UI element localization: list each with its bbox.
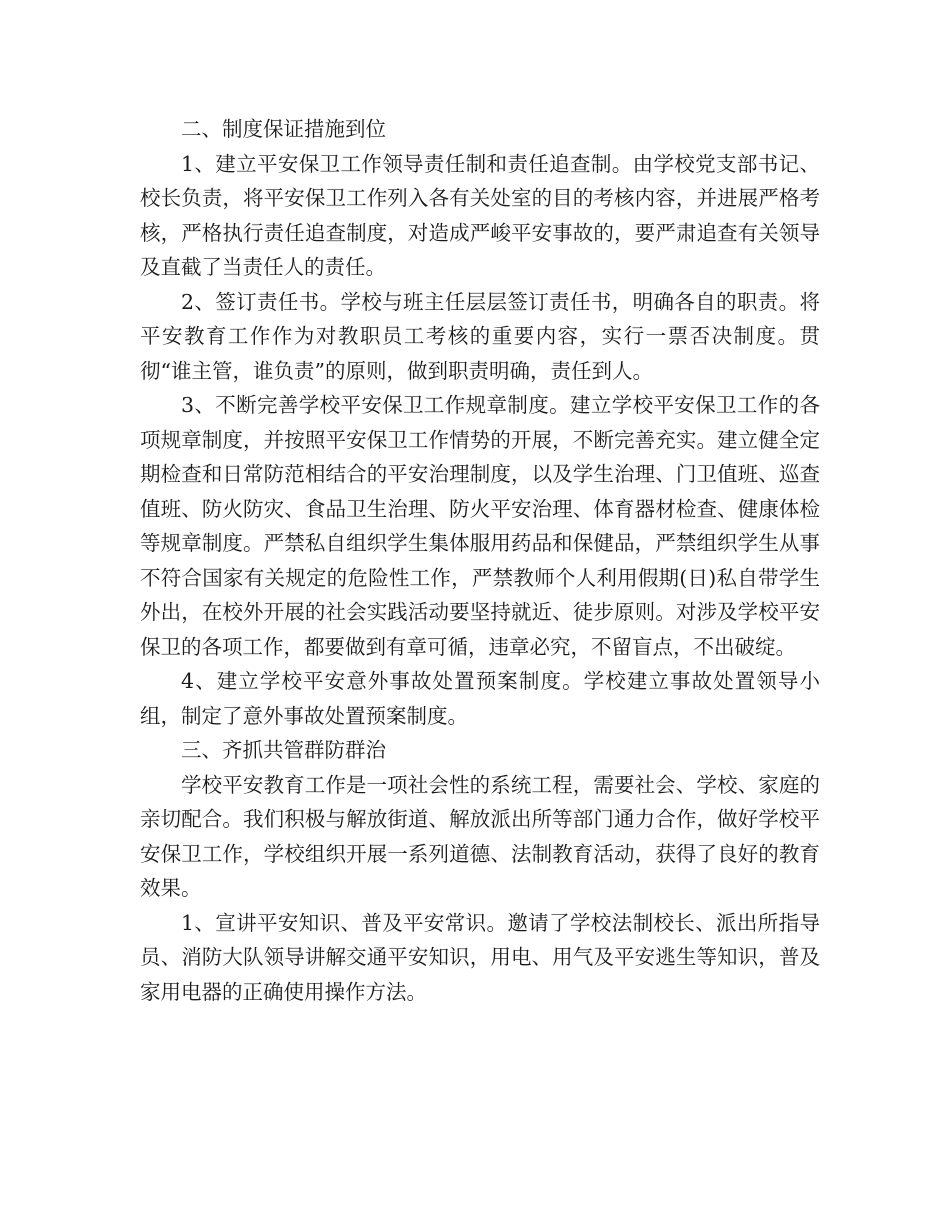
paragraph-social-cooperation: 学校平安教育工作是一项社会性的系统工程，需要社会、学校、家庭的亲切配合。我们积极与解放街道、解放派出所等部门通力合作，做好学校平安保卫工作，学校组织开展一系列道德、法制教育活动，获得了良好的教育效果。 (140, 772, 820, 900)
paragraph-rules-system: 3、不断完善学校平安保卫工作规章制度。建立学校平安保卫工作的各项规章制度，并按照平安保卫工作情势的开展，不断完善充实。建立健全定期检查和日常防范相结合的平安治理制度，以及学生治理、门卫值班、巡查值班、防火防灾、食品卫生治理、防火平安治理、体育器材检查、健康体检等规章制度。严禁私自组织学生集体服用药品和保健品，严禁组织学生从事不符合国家有关规定的危险性工作，严禁教师个人利用假期(日)私自带学生外出，在校外开展的社会实践活动要坚持就近、徒步原则。对涉及学校平安保卫的各项工作，都要做到有章可循，违章必究，不留盲点，不出破绽。 (140, 393, 820, 659)
paragraph-safety-knowledge: 1、宣讲平安知识、普及平安常识。邀请了学校法制校长、派出所指导员、消防大队领导讲解交通平安知识，用电、用气及平安逃生等知识，普及家用电器的正确使用操作方法。 (140, 910, 820, 1004)
section-heading-3: 三、齐抓共管群防群治 (181, 738, 386, 762)
document-body (140, 112, 820, 1009)
paragraph-accident-plan: 4、建立学校平安意外事故处置预案制度。学校建立事故处置领导小组，制定了意外事故处置预案制度。 (140, 669, 820, 728)
paragraph-responsibility-letter: 2、签订责任书。学校与班主任层层签订责任书，明确各自的职责。将平安教育工作作为对教职员工考核的重要内容，实行一票否决制度。贯彻“谁主管，谁负责”的原则，做到职责明确，责任到人。 (140, 289, 820, 383)
section-heading-2: 二、制度保证措施到位 (181, 117, 386, 141)
paragraph-responsibility-system: 1、建立平安保卫工作领导责任制和责任追查制。由学校党支部书记、校长负责，将平安保卫工作列入各有关处室的目的考核内容，并进展严格考核，严格执行责任追查制度，对造成严峻平安事故的，要严肃追查有关领导及直截了当责任人的责任。 (140, 151, 820, 279)
